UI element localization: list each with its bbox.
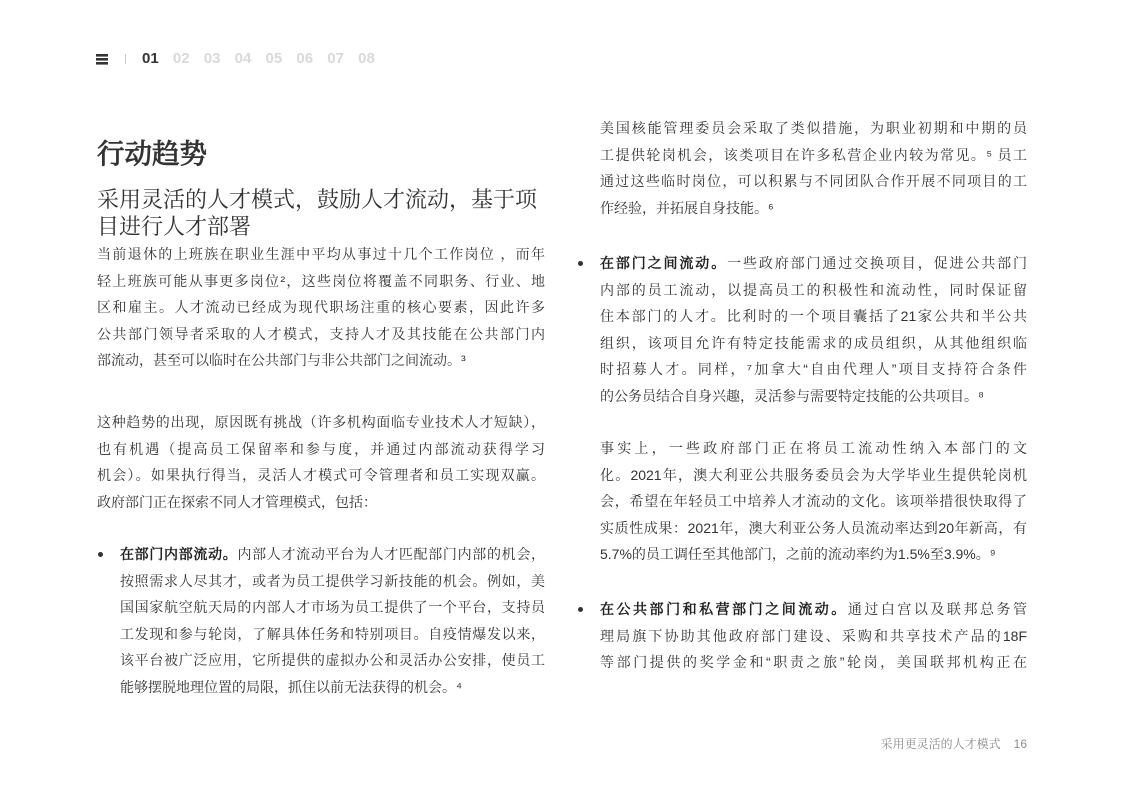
nav-divider [125, 54, 126, 64]
body-text-line: 内部的员工流动，以提高员工的积极性和流动性，同时保证留 [600, 281, 1027, 298]
continued-paragraph [600, 115, 1027, 221]
bullet-lead: 在公共部门和私营部门之间流动。 [600, 601, 848, 617]
body-text-line: 政府部门正在探索不同人才管理模式，包括： [97, 493, 377, 510]
body-text-line: 5.7%的员工调任至其他部门，之前的流动率约为1.5%至3.9%。⁹ [600, 546, 996, 562]
body-text-line: 工发现和参与轮岗，了解具体任务和特别项目。自疫情爆发以来， [120, 625, 545, 642]
chapter-link-06[interactable]: 06 [296, 50, 314, 67]
body-text-line: 也有机遇（提高员工保留率和参与度，并通过内部流动获得学习 [97, 440, 545, 457]
page-footer [881, 736, 1027, 752]
body-text-line: 事实上，一些政府部门正在将员工流动性纳入本部门的文 [600, 440, 1027, 456]
australia-paragraph [600, 435, 1027, 568]
bullet-icon [578, 261, 583, 266]
body-text-line: 工提供轮岗机会，该类项目在许多私营企业内较为常见。⁵ 员工 [600, 146, 1027, 163]
chapter-link-07[interactable]: 07 [327, 50, 344, 67]
bullet-lead: 在部门内部流动。 [120, 546, 238, 562]
body-text-line [600, 596, 1027, 623]
bullet-icon [578, 607, 583, 612]
body-text-line: 组织，该项目允许有特定技能需求的成员组织，从其他组织临 [600, 334, 1027, 351]
body-text-line: 美国核能管理委员会采取了类似措施，为职业初期和中期的员 [600, 120, 1027, 136]
body-text-line [120, 541, 545, 568]
bullet-between-departments [600, 250, 1027, 409]
body-text-line: 按照需求人尽其才，或者为员工提供学习新技能的机会。例如，美 [120, 572, 545, 589]
body-text-line: 作经验，并拓展自身技能。⁶ [600, 199, 774, 216]
body-text-line [600, 250, 1027, 277]
body-text-line: 这种趋势的出现，原因既有挑战（许多机构面临专业技术人才短缺）， [97, 414, 545, 430]
body-text-line: 等部门提供的奖学金和“职责之旅”轮岗，美国联邦机构正在 [600, 654, 1027, 670]
chapter-link-01[interactable]: 01 [142, 50, 159, 67]
running-title: 采用更灵活的人才模式 [880, 737, 1001, 751]
body-text: 通过白宫以及联邦总务管 [847, 601, 1028, 617]
body-text-line: 公共部门领导者采取的人才模式，支持人才及其技能在公共部门内 [97, 325, 545, 342]
body-text-line: 能够摆脱地理位置的局限，抓住以前无法获得的机会。⁴ [120, 678, 463, 695]
chapter-link-02[interactable]: 02 [172, 50, 190, 67]
body-text-line: 时招募人才。同样，⁷加拿大“自由代理人”项目支持符合条件 [600, 361, 1027, 377]
chapter-link-04[interactable]: 04 [234, 50, 252, 67]
bullet-lead: 在部门之间流动。 [600, 255, 728, 271]
menu-icon[interactable] [96, 54, 108, 65]
body-text-line: 会，希望在年轻员工中培养人才流动的文化。该项举措很快取得了 [600, 493, 1027, 509]
chapter-link-03[interactable]: 03 [203, 50, 221, 67]
bullet-public-private [600, 596, 1027, 676]
bullet-icon [98, 552, 103, 557]
chapter-link-05[interactable]: 05 [265, 50, 283, 67]
subtitle-line: 目进行人才部署 [97, 213, 252, 239]
body-text-line: 的公务员结合自身兴趣，灵活参与需要特定技能的公共项目。⁸ [600, 387, 984, 404]
intro-paragraph [97, 241, 545, 374]
body-text-line: 轻上班族可能从事更多岗位²，这些岗位将覆盖不同职务、行业、地 [97, 272, 545, 289]
bullet-within-department [120, 541, 545, 700]
section-subtitle [97, 186, 537, 240]
body-text-line: 理局旗下协助其他政府部门建设、采购和共享技术产品的18F [600, 627, 1027, 644]
trend-paragraph [97, 409, 545, 515]
body-text: 一些政府部门通过交换项目，促进公共部门 [727, 255, 1028, 271]
body-text: 内部人才流动平台为人才匹配部门内部的机会， [237, 546, 546, 562]
chapter-link-08[interactable]: 08 [358, 50, 375, 67]
body-text-line: 国国家航空航天局的内部人才市场为员工提供了一个平台，支持员 [120, 599, 545, 615]
body-text-line: 化。2021年，澳大利亚公共服务委员会为大学毕业生提供轮岗机 [600, 466, 1027, 483]
section-title: 行动趋势 [97, 138, 207, 169]
body-text-line: 部流动，甚至可以临时在公共部门与非公共部门之间流动。³ [97, 352, 466, 368]
page-number: 16 [1013, 737, 1027, 751]
body-text-line: 实质性成果：2021年，澳大利亚公务人员流动率达到20年新高，有 [600, 519, 1027, 536]
body-text-line: 通过这些临时岗位，可以积累与不同团队合作开展不同项目的工 [600, 173, 1027, 189]
body-text-line: 住本部门的人才。比利时的一个项目囊括了21家公共和半公共 [600, 308, 1027, 324]
body-text-line: 机会）。如果执行得当，灵活人才模式可令管理者和员工实现双赢。 [97, 467, 545, 483]
chapter-links [142, 50, 375, 68]
body-text-line: 区和雇主。人才流动已经成为现代职场注重的核心要素，因此许多 [97, 299, 545, 315]
body-text-line: 当前退休的上班族在职业生涯中平均从事过十几个工作岗位 ，而年 [97, 246, 545, 262]
subtitle-line: 采用灵活的人才模式，鼓励人才流动，基于项 [97, 186, 538, 212]
body-text-line: 该平台被广泛应用，它所提供的虚拟办公和灵活办公安排，使员工 [120, 652, 545, 668]
